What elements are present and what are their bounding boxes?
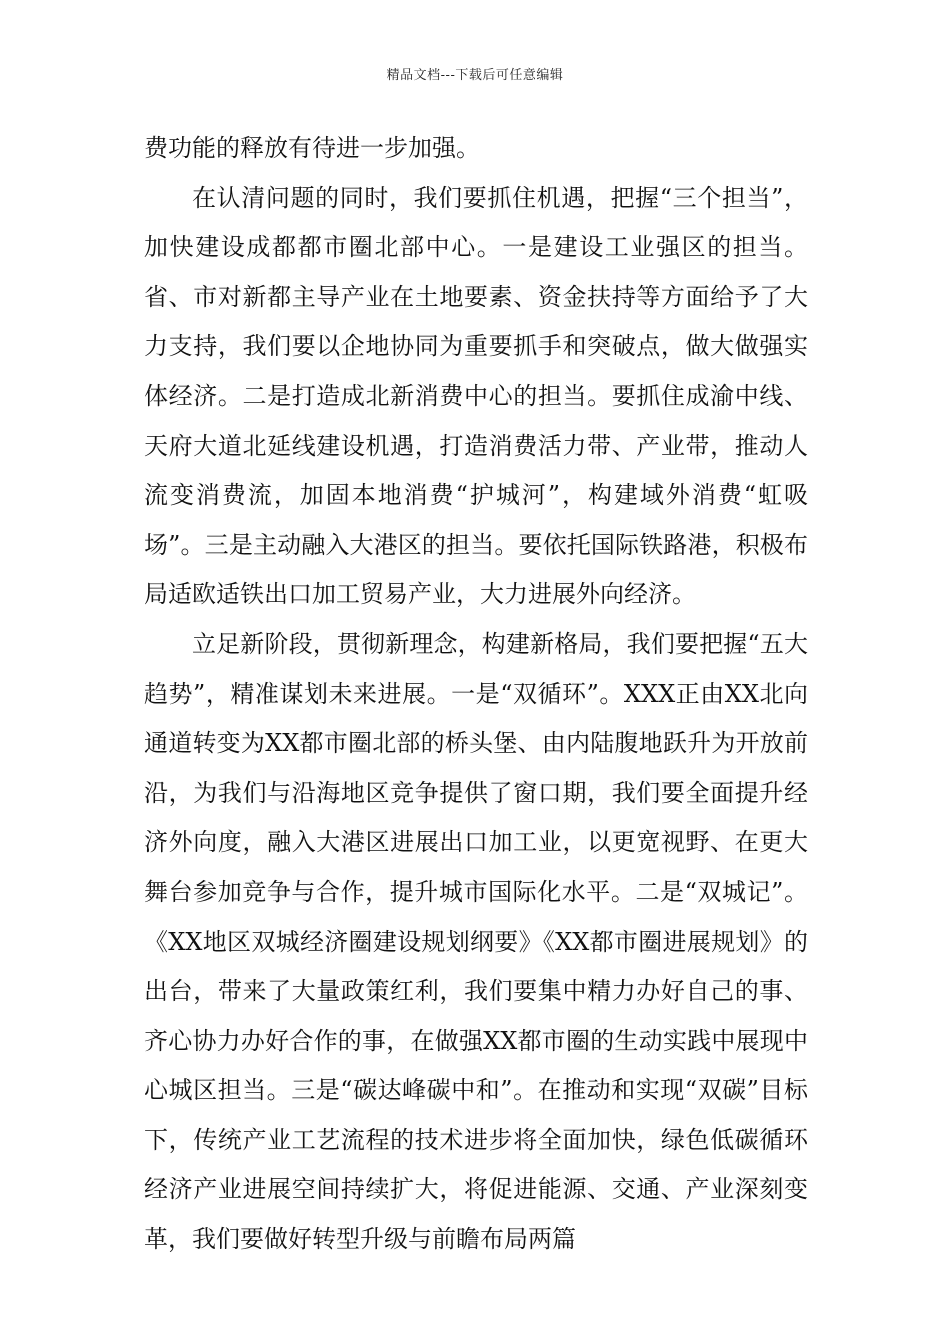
page-header: 精品文档---下载后可任意编辑 — [386, 68, 564, 83]
paragraph-1: 费功能的释放有待进一步加强。 — [144, 134, 480, 162]
paragraph-2: 在认清问题的同时，我们要抓住机遇，把握“三个担当”，加快建设成都都市圈北部中心。一是建设工业强区的担当。省、市对新都主导产业在土地要素、资金扶持等方面给予了大力支持，我们要以企地协同为重要抓手和突破点，做大做强实体经济。二是打造成北新消费中心的担当。要抓住成渝中线、天府大道北延线建设机遇，打造消费活力带、产业带，推动人流变消费流，加固本地消费“护城河”，构建域外消费“虹吸场”。三是主动融入大港区的担当。要依托国际铁路港，积极布局适欧适铁出口加工贸易产业，大力进展外向经济。 — [144, 183, 808, 609]
paragraph-3: 立足新阶段，贯彻新理念，构建新格局，我们要把握“五大趋势”，精准谋划未来进展。一是“双循环”。XXX正由XX北向通道转变为XX都市圈北部的桥头堡、由内陆腹地跃升为开放前沿，为我们与沿海地区竞争提供了窗口期，我们要全面提升经济外向度，融入大港区进展出口加工业，以更宽视野、在更大舞台参加竞争与合作，提升城市国际化水平。二是“双城记”。《XX地区双城经济圈建设规划纲要》《XX都市圈进展规划》的出台，带来了大量政策红利，我们要集中精力办好自己的事、齐心协力办好合作的事，在做强XX都市圈的生动实践中展现中心城区担当。三是“碳达峰碳中和”。在推动和实现“双碳”目标下，传统产业工艺流程的技术进步将全面加快，绿色低碳循环经济产业进展空间持续扩大，将促进能源、交通、产业深刻变革，我们要做好转型升级与前瞻布局两篇 — [144, 629, 808, 1254]
body-text — [144, 124, 808, 1265]
